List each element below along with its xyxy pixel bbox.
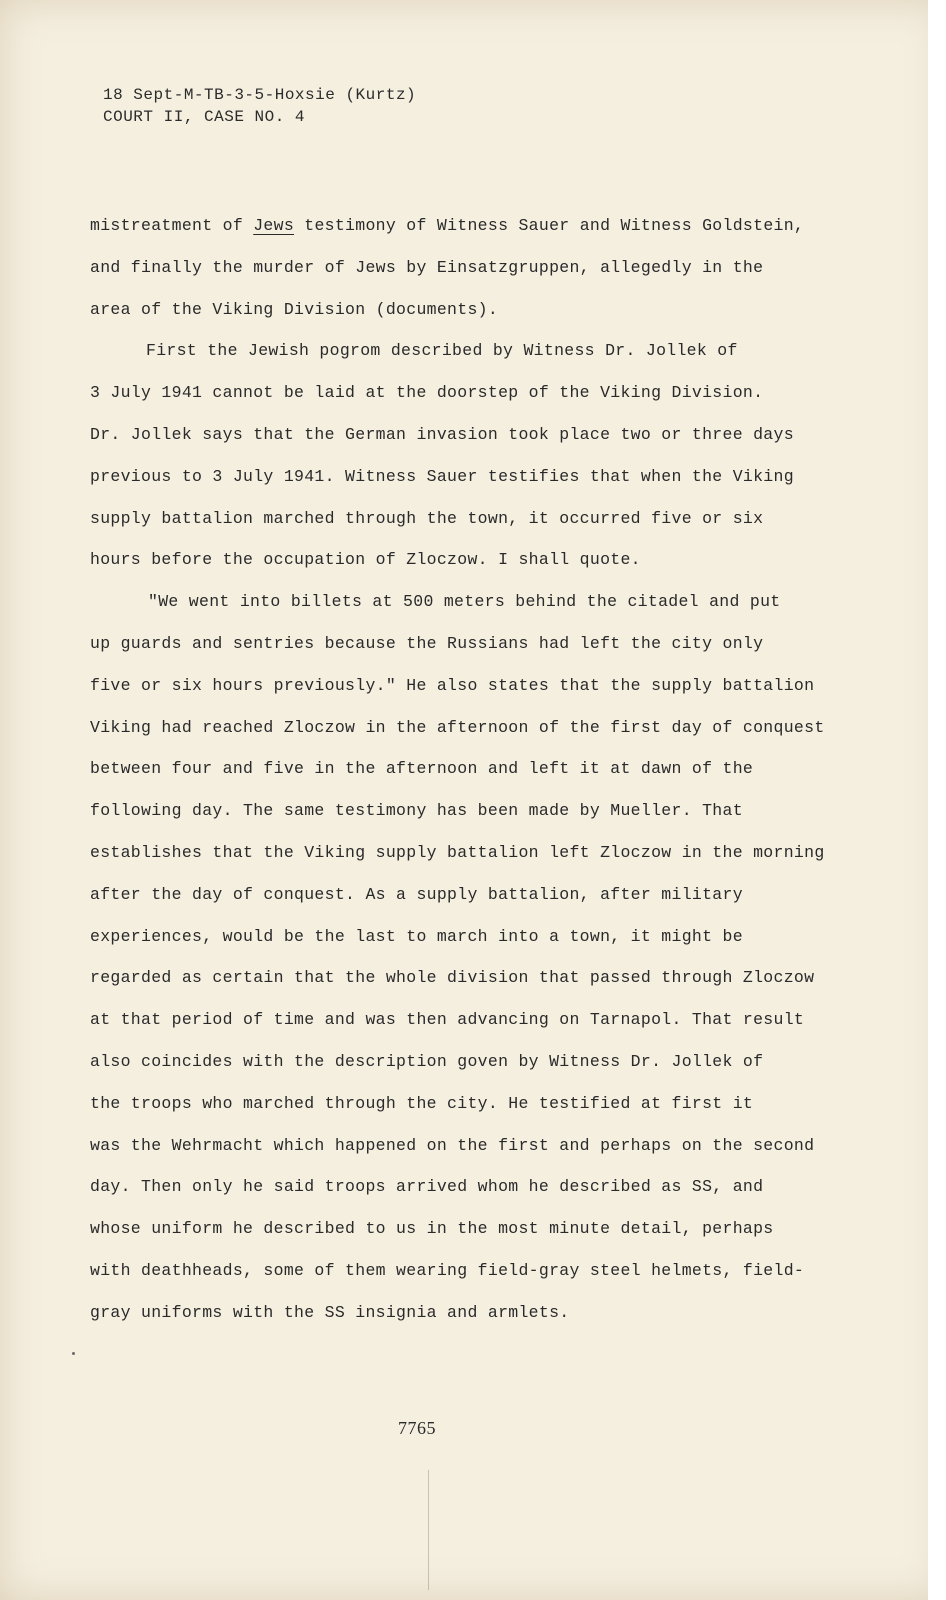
text-line: the troops who marched through the city. He testified at first it: [90, 1093, 754, 1113]
text-line: five or six hours previously." He also states that the supply battalion: [90, 675, 815, 695]
text-line: supply battalion marched through the town, it occurred five or six: [90, 508, 764, 528]
text-line: after the day of conquest. As a supply battalion, after military: [90, 884, 743, 904]
header-court-case-line: COURT II, CASE NO. 4: [103, 108, 306, 126]
text-line: hours before the occupation of Zloczow. I shall quote.: [90, 550, 641, 570]
document-header: [103, 84, 416, 128]
paper-speck: [72, 1352, 75, 1355]
text-line: 3 July 1941 cannot be laid at the doorstep of the Viking Division.: [90, 383, 764, 403]
header-reference-line: 18 Sept-M-TB-3-5-Hoxsie (Kurtz): [103, 86, 417, 104]
text-line: experiences, would be the last to march into a town, it might be: [90, 926, 743, 946]
text-line: whose uniform he described to us in the most minute detail, perhaps: [90, 1219, 774, 1239]
text-line: was the Wehrmacht which happened on the first and perhaps on the second: [90, 1135, 815, 1155]
paper-fold-line: [428, 1470, 429, 1590]
text-line: day. Then only he said troops arrived whom he described as SS, and: [90, 1177, 764, 1197]
text-line: at that period of time and was then advancing on Tarnapol. That result: [90, 1010, 805, 1030]
text-line: previous to 3 July 1941. Witness Sauer testifies that when the Viking: [90, 466, 794, 486]
text-line: mistreatment of Jews testimony of Witness Sauer and Witness Goldstein,: [90, 216, 805, 235]
text-line: gray uniforms with the SS insignia and armlets.: [90, 1302, 570, 1322]
paragraph-start-line: "We went into billets at 500 meters behind the citadel and put: [148, 592, 781, 612]
document-body: [90, 205, 830, 1334]
text-line: following day. The same testimony has been made by Mueller. That: [90, 801, 743, 821]
page-number: 7765: [398, 1418, 436, 1438]
paragraph-start-line: First the Jewish pogrom described by Witness Dr. Jollek of: [146, 341, 738, 361]
text-line: area of the Viking Division (documents).: [90, 299, 499, 319]
text-line: and finally the murder of Jews by Einsatzgruppen, allegedly in the: [90, 257, 764, 277]
text-line: with deathheads, some of them wearing field-gray steel helmets, field-: [90, 1260, 805, 1280]
scan-margin: [928, 0, 946, 1600]
text-line: up guards and sentries because the Russians had left the city only: [90, 633, 764, 653]
text-line: establishes that the Viking supply battalion left Zloczow in the morning: [90, 842, 825, 862]
underlined-word: Jews: [253, 216, 295, 235]
text-line: between four and five in the afternoon and left it at dawn of the: [90, 759, 754, 779]
text-line: Dr. Jollek says that the German invasion took place two or three days: [90, 424, 794, 444]
text-line: also coincides with the description goven by Witness Dr. Jollek of: [90, 1051, 764, 1071]
text-line: Viking had reached Zloczow in the afternoon of the first day of conquest: [90, 717, 825, 737]
text-line: regarded as certain that the whole division that passed through Zloczow: [90, 968, 815, 988]
